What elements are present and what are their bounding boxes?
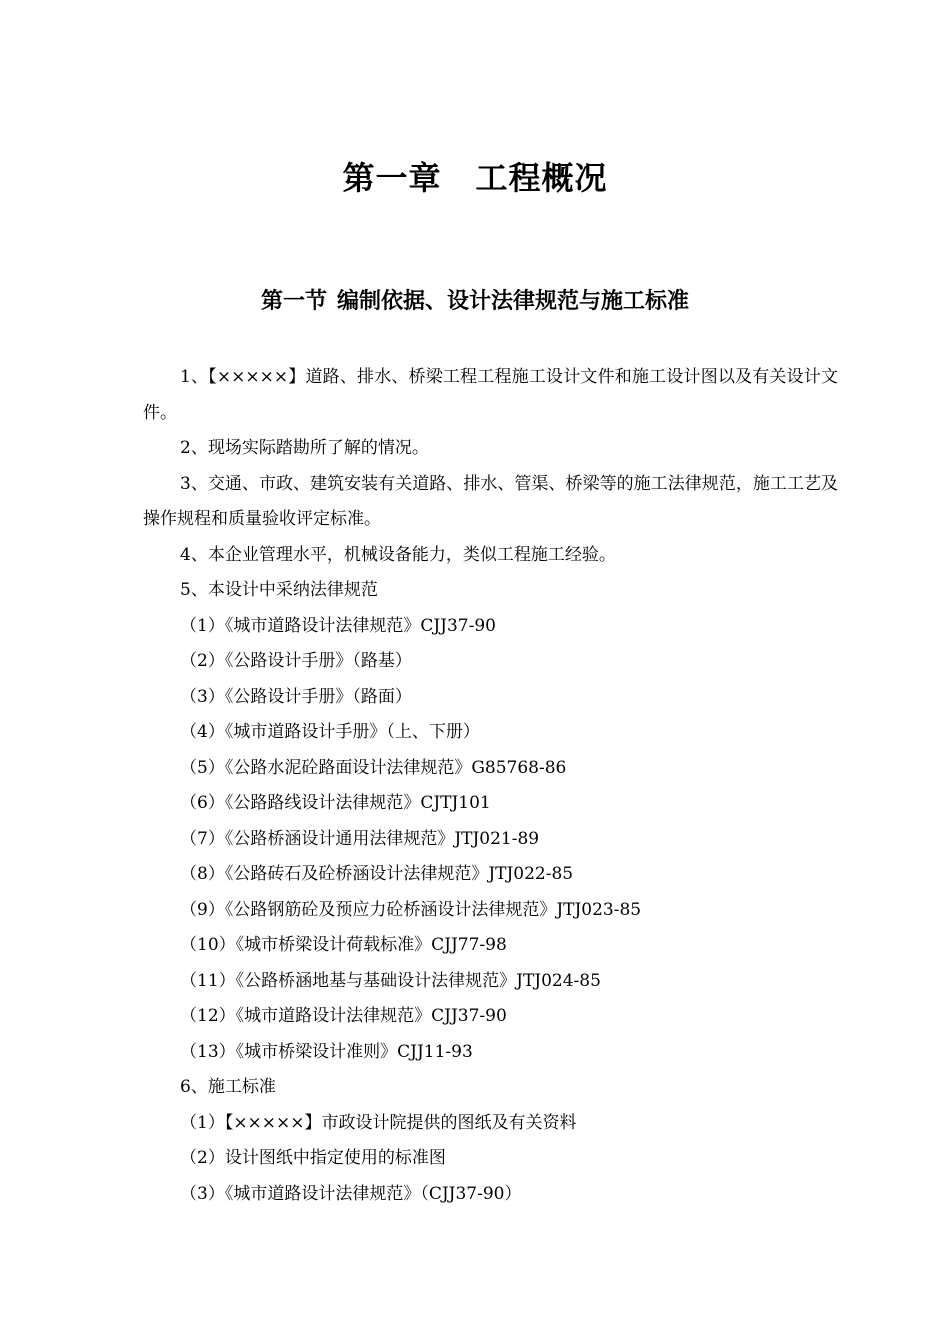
paragraph: 3、交通、市政、建筑安装有关道路、排水、管渠、桥梁等的施工法律规范，施工工艺及操作规程和质量验收评定标准。 [143,473,838,529]
list-item: （6）《公路路线设计法律规范》CJTJ101 [180,793,491,813]
list-item: （5）《公路水泥砼路面设计法律规范》G85768-86 [180,757,567,778]
list-item: （11）《公路桥涵地基与基础设计法律规范》JTJ024-85 [180,970,601,991]
list-item: （9）《公路钢筋砼及预应力砼桥涵设计法律规范》JTJ023-85 [180,899,642,920]
construction-standards-list [143,1106,838,1213]
list-item: （8）《公路砖石及砼桥涵设计法律规范》JTJ022-85 [180,864,574,884]
section-number: 第一节 [260,289,327,314]
paragraph: 2、现场实际踏勘所了解的情况。 [180,438,429,458]
chapter-name: 工程概况 [475,159,608,197]
list-item: （3）《公路设计手册》（路面） [180,686,412,707]
section-name: 编制依据、设计法律规范与施工标准 [337,289,690,314]
design-codes-list [143,609,838,1071]
list-item: （2）《公路设计手册》（路基） [180,651,412,671]
list-item: （1）《城市道路设计法律规范》CJJ37-90 [180,615,496,636]
list-item: （7）《公路桥涵设计通用法律规范》JTJ021-89 [180,828,540,849]
list-item: （10）《城市桥梁设计荷载标准》CJJ77-98 [180,935,507,955]
paragraph: 4、本企业管理水平，机械设备能力，类似工程施工经验。 [180,544,616,565]
list-item: （2）设计图纸中指定使用的标准图 [180,1148,446,1168]
document-body [143,360,838,1212]
section-title [0,284,950,320]
list-item: （1）【×××××】市政设计院提供的图纸及有关资料 [180,1112,577,1133]
list-item: （3）《城市道路设计法律规范》（CJJ37-90） [180,1183,522,1204]
list-item: （4）《城市道路设计手册》（上、下册） [180,722,480,742]
chapter-number: 第一章 [342,159,442,197]
paragraph: 1、【×××××】道路、排水、桥梁工程工程施工设计文件和施工设计图以及有关设计文件。 [143,367,838,423]
list-item: （13）《城市桥梁设计准则》CJJ11-93 [180,1041,473,1062]
design-codes-heading: 5、本设计中采纳法律规范 [180,580,378,600]
construction-standards-heading: 6、施工标准 [180,1077,276,1097]
list-item: （12）《城市道路设计法律规范》CJJ37-90 [180,1006,507,1026]
chapter-title [0,154,950,202]
